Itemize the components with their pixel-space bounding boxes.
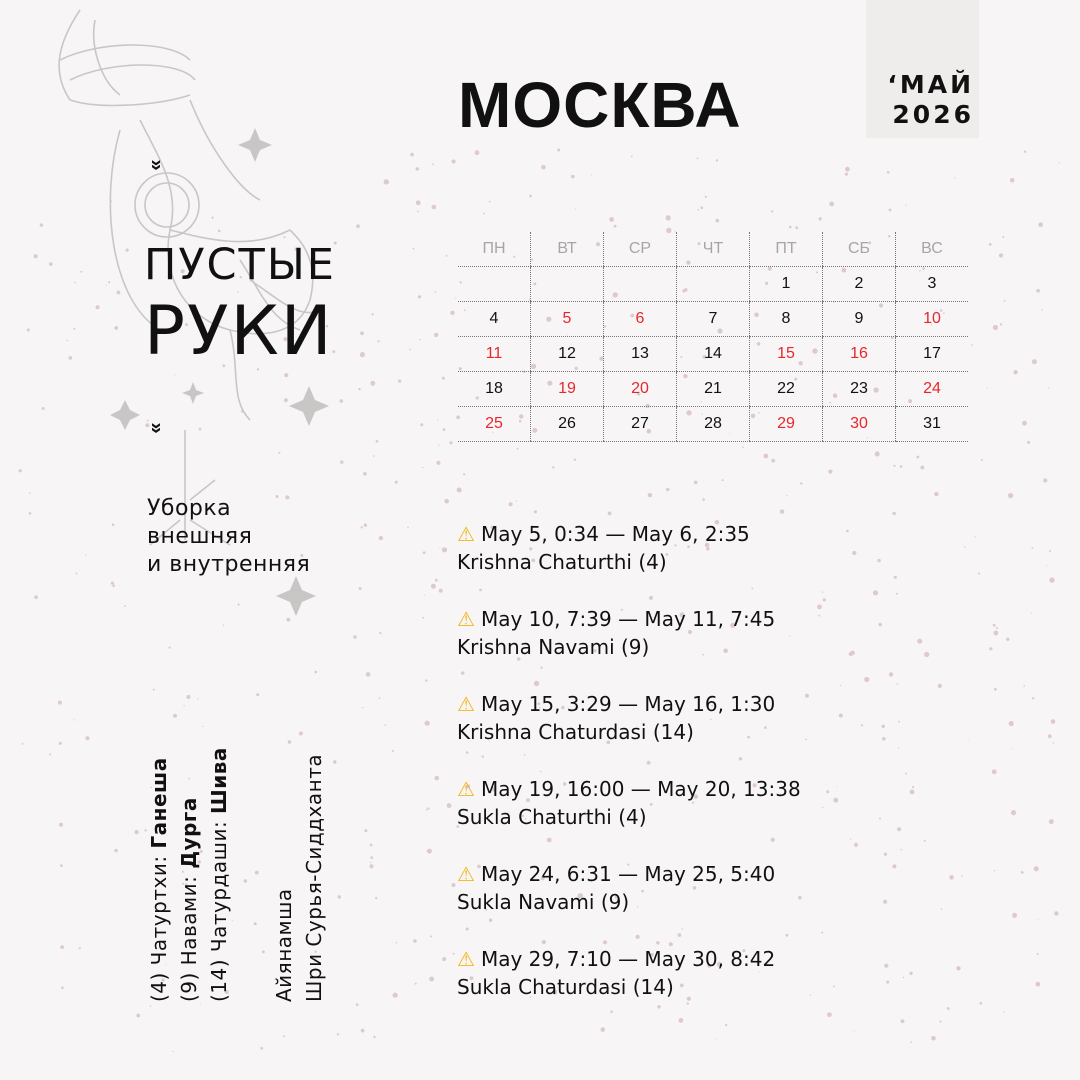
legend-item: (14) Чатурдаши: Шива bbox=[207, 747, 231, 1002]
year-label: 2026 bbox=[892, 100, 974, 129]
event-item bbox=[457, 690, 897, 775]
subtitle bbox=[147, 495, 310, 579]
warning-icon: ⚠ bbox=[457, 777, 475, 801]
calendar-day: 24 bbox=[896, 372, 969, 407]
calendar-day: 21 bbox=[677, 372, 750, 407]
calendar-day: 4 bbox=[458, 302, 531, 337]
subtitle-line: Уборка bbox=[147, 496, 232, 521]
month-label: ‘МАЙ bbox=[887, 70, 974, 99]
event-time: ⚠ May 24, 6:31 — May 25, 5:40 bbox=[457, 862, 776, 886]
calendar-day: 6 bbox=[604, 302, 677, 337]
tithi-legend bbox=[144, 700, 234, 1002]
warning-icon: ⚠ bbox=[457, 522, 475, 546]
calendar-day: 17 bbox=[896, 337, 969, 372]
calendar-day: 19 bbox=[531, 372, 604, 407]
calendar-day: 3 bbox=[896, 267, 969, 302]
legend-item: (4) Чатуртхи: Ганеша bbox=[147, 757, 171, 1002]
calendar-day: 1 bbox=[750, 267, 823, 302]
event-item bbox=[457, 945, 897, 1030]
calendar-day: 13 bbox=[604, 337, 677, 372]
event-name: Krishna Chaturthi (4) bbox=[457, 550, 667, 574]
ayanamsha-label: Айянамша bbox=[272, 888, 296, 1002]
ayanamsha-note bbox=[269, 695, 329, 1002]
weekday-header: ПН bbox=[458, 232, 531, 267]
warning-icon: ⚠ bbox=[457, 947, 475, 971]
calendar-day: 22 bbox=[750, 372, 823, 407]
event-time: ⚠ May 10, 7:39 — May 11, 7:45 bbox=[457, 607, 776, 631]
calendar-day: 20 bbox=[604, 372, 677, 407]
calendar-day: 15 bbox=[750, 337, 823, 372]
event-name: Sukla Chaturthi (4) bbox=[457, 805, 647, 829]
event-time: ⚠ May 15, 3:29 — May 16, 1:30 bbox=[457, 692, 776, 716]
calendar-day: 2 bbox=[823, 267, 896, 302]
calendar-week-row bbox=[458, 267, 968, 302]
weekday-header: ВТ bbox=[531, 232, 604, 267]
calendar-day: 9 bbox=[823, 302, 896, 337]
calendar-day: 11 bbox=[458, 337, 531, 372]
weekday-header: СР bbox=[604, 232, 677, 267]
city-title: МОСКВА bbox=[458, 69, 742, 141]
weekday-header: ПТ bbox=[750, 232, 823, 267]
calendar-day: 18 bbox=[458, 372, 531, 407]
calendar-day: 8 bbox=[750, 302, 823, 337]
calendar-day: 16 bbox=[823, 337, 896, 372]
calendar-day bbox=[677, 267, 750, 302]
calendar-day bbox=[604, 267, 677, 302]
calendar-day: 5 bbox=[531, 302, 604, 337]
chevron-down-icon: » bbox=[145, 159, 168, 171]
calendar-week-row bbox=[458, 302, 968, 337]
calendar-week-row bbox=[458, 337, 968, 372]
chevron-down-icon: » bbox=[145, 422, 168, 434]
warning-icon: ⚠ bbox=[457, 862, 475, 886]
calendar bbox=[458, 232, 968, 442]
calendar-day: 27 bbox=[604, 407, 677, 442]
calendar-day: 25 bbox=[458, 407, 531, 442]
weekday-header: ВС bbox=[896, 232, 969, 267]
page-title-line1: ПУСТЫЕ bbox=[144, 240, 336, 290]
event-name: Sukla Navami (9) bbox=[457, 890, 630, 914]
calendar-weekday-row bbox=[458, 232, 968, 267]
calendar-week-row bbox=[458, 372, 968, 407]
warning-icon: ⚠ bbox=[457, 607, 475, 631]
event-item bbox=[457, 605, 897, 690]
page-title-line2: РУКИ bbox=[144, 292, 334, 371]
calendar-day: 30 bbox=[823, 407, 896, 442]
calendar-day: 23 bbox=[823, 372, 896, 407]
calendar-day: 31 bbox=[896, 407, 969, 442]
weekday-header: СБ bbox=[823, 232, 896, 267]
subtitle-line: и внутренняя bbox=[147, 552, 311, 577]
event-item bbox=[457, 520, 897, 605]
calendar-day: 14 bbox=[677, 337, 750, 372]
month-year-label bbox=[866, 70, 974, 130]
weekday-header: ЧТ bbox=[677, 232, 750, 267]
calendar-day: 29 bbox=[750, 407, 823, 442]
event-time: ⚠ May 19, 16:00 — May 20, 13:38 bbox=[457, 777, 801, 801]
event-list bbox=[457, 520, 897, 1030]
event-item bbox=[457, 860, 897, 945]
event-time: ⚠ May 5, 0:34 — May 6, 2:35 bbox=[457, 522, 750, 546]
calendar-day: 7 bbox=[677, 302, 750, 337]
calendar-day bbox=[531, 267, 604, 302]
calendar-day: 12 bbox=[531, 337, 604, 372]
subtitle-line: внешняя bbox=[147, 524, 253, 549]
calendar-day: 26 bbox=[531, 407, 604, 442]
event-name: Krishna Chaturdasi (14) bbox=[457, 720, 694, 744]
calendar-day bbox=[458, 267, 531, 302]
event-name: Sukla Chaturdasi (14) bbox=[457, 975, 674, 999]
calendar-day: 28 bbox=[677, 407, 750, 442]
ayanamsha-value: Шри Сурья-Сиддханта bbox=[302, 753, 326, 1002]
warning-icon: ⚠ bbox=[457, 692, 475, 716]
event-item bbox=[457, 775, 897, 860]
event-name: Krishna Navami (9) bbox=[457, 635, 650, 659]
event-time: ⚠ May 29, 7:10 — May 30, 8:42 bbox=[457, 947, 776, 971]
calendar-day: 10 bbox=[896, 302, 969, 337]
legend-item: (9) Навами: Дурга bbox=[177, 797, 201, 1002]
calendar-week-row bbox=[458, 407, 968, 442]
